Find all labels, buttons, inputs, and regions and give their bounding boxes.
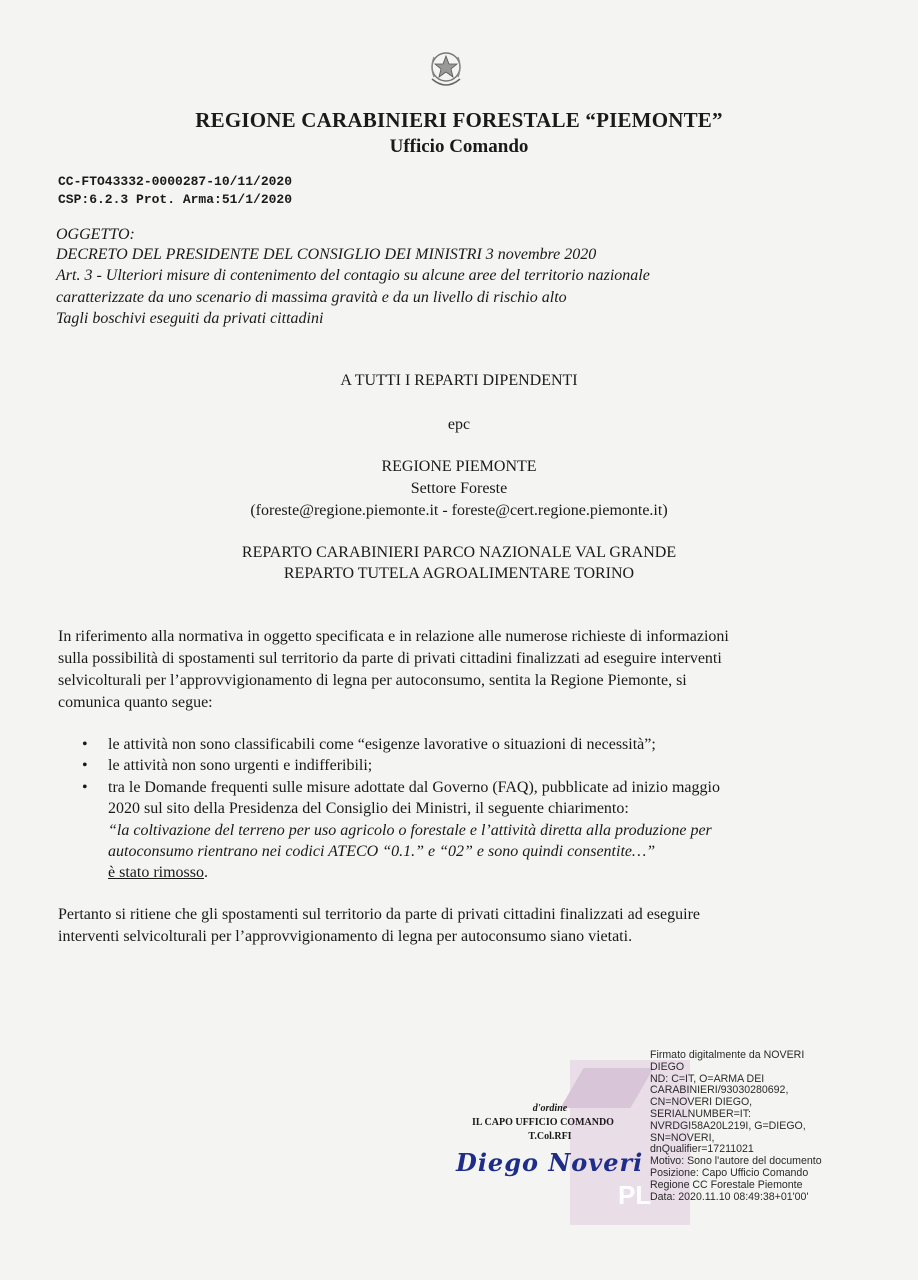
bullet-item-continuation: 2020 sul sito della Presidenza del Consiglio dei Ministri, il seguente chiarimento: (108, 800, 629, 817)
bullet-icon: • (82, 779, 88, 796)
header-subtitle: Ufficio Comando (389, 136, 529, 157)
bullet-item: le attività non sono urgenti e indifferibili; (108, 757, 373, 774)
protocol-classification: CSP:6.2.3 Prot. Arma:51/1/2020 (58, 192, 293, 207)
digital-signature-line: Firmato digitalmente da NOVERI (650, 1049, 805, 1061)
protocol-number: CC-FTO43332-0000287-10/11/2020 (58, 174, 293, 189)
handwritten-signature: Diego Noveri (456, 1148, 644, 1177)
signature-stamp-text: PL (618, 1180, 652, 1210)
recipients-epc: epc (447, 416, 471, 433)
bullet-item: le attività non sono classificabili come “esigenze lavorative o situazioni di necessità”; (108, 736, 656, 753)
header-title: REGIONE CARABINIERI FORESTALE “PIEMONTE” (195, 108, 723, 132)
digital-signature-line: Motivo: Sono l'autore del documento (650, 1155, 822, 1168)
digital-signature-line: NVRDGI58A20L219I, G=DIEGO, (650, 1119, 806, 1132)
subject-decree: DECRETO DEL PRESIDENTE DEL CONSIGLIO DEI MINISTRI 3 novembre 2020 (56, 246, 597, 263)
faq-quote: “la coltivazione del terreno per uso agricolo o forestale e l’attività diretta alla produzione per (108, 822, 712, 839)
digital-signature-block (650, 1050, 880, 1203)
digital-signature-line: Regione CC Forestale Piemonte (650, 1178, 803, 1191)
intro-line: selvicolturali per l’approvvigionamento di legna per autoconsumo, sentita la Regione Piemonte, si (58, 672, 687, 689)
intro-line: comunica quanto segue: (58, 694, 213, 711)
removed-period: . (204, 864, 208, 881)
intro-line: In riferimento alla normativa in oggetto specificata e in relazione alle numerose richieste di informazioni (58, 628, 729, 645)
conclusion-line: interventi selvicolturali per l’approvvigionamento di legna per autoconsumo siano vietati. (58, 928, 633, 945)
subject-topic: Tagli boschivi eseguiti da privati cittadini (56, 310, 324, 327)
digital-signature-line: Posizione: Capo Ufficio Comando (650, 1166, 809, 1179)
digital-signature-line: ND: C=IT, O=ARMA DEI (650, 1072, 765, 1085)
recipient-sector: Settore Foreste (410, 480, 508, 497)
digital-signature-line: Data: 2020.11.10 08:49:38+01'00' (650, 1190, 809, 1203)
signature-order: d'ordine (532, 1103, 568, 1114)
digital-signature-line: dnQualifier=17211021 (650, 1143, 754, 1156)
recipient-region: REGIONE PIEMONTE (381, 458, 537, 475)
faq-removed-note (108, 864, 208, 882)
digital-signature-line: SN=NOVERI, (650, 1131, 715, 1144)
recipient-park: REPARTO CARABINIERI PARCO NAZIONALE VAL GRANDE (241, 544, 677, 561)
recipient-emails: (foreste@regione.piemonte.it - foreste@cert.regione.piemonte.it) (250, 502, 668, 519)
recipients-to: A TUTTI I REPARTI DIPENDENTI (340, 372, 578, 389)
intro-line: sulla possibilità di spostamenti sul territorio da parte di privati cittadini finalizzati ad eseguire interventi (58, 650, 722, 667)
digital-signature-line: SERIALNUMBER=IT: (650, 1107, 751, 1120)
faq-quote: autoconsumo rientrano nei codici ATECO “0.1.” e “02” e sono quindi consentite…” (108, 843, 656, 860)
subject-scenario: caratterizzate da uno scenario di massima gravità e da un livello di rischio alto (56, 289, 567, 306)
subject-article: Art. 3 - Ulteriori misure di contenimento del contagio su alcune aree del territorio nazionale (56, 267, 650, 284)
bullet-icon: • (82, 736, 88, 753)
signature-role: IL CAPO UFFICIO COMANDO (472, 1117, 614, 1128)
subject-label: OGGETTO: (56, 226, 135, 243)
bullet-item: tra le Domande frequenti sulle misure adottate dal Governo (FAQ), pubblicate ad inizio maggio (108, 779, 720, 796)
digital-signature-line: CN=NOVERI DIEGO, (650, 1096, 753, 1109)
conclusion-line: Pertanto si ritiene che gli spostamenti sul territorio da parte di privati cittadini finalizzati ad eseguire (58, 906, 701, 923)
removed-text: è stato rimosso (108, 864, 204, 881)
italian-emblem-icon (426, 45, 466, 93)
bullet-icon: • (82, 757, 88, 774)
digital-signature-line: CARABINIERI/93030280692, (650, 1084, 789, 1097)
recipient-agro: REPARTO TUTELA AGROALIMENTARE TORINO (283, 565, 635, 582)
digital-signature-line: DIEGO (650, 1060, 685, 1073)
signature-rank: T.Col.RFI (528, 1131, 572, 1142)
